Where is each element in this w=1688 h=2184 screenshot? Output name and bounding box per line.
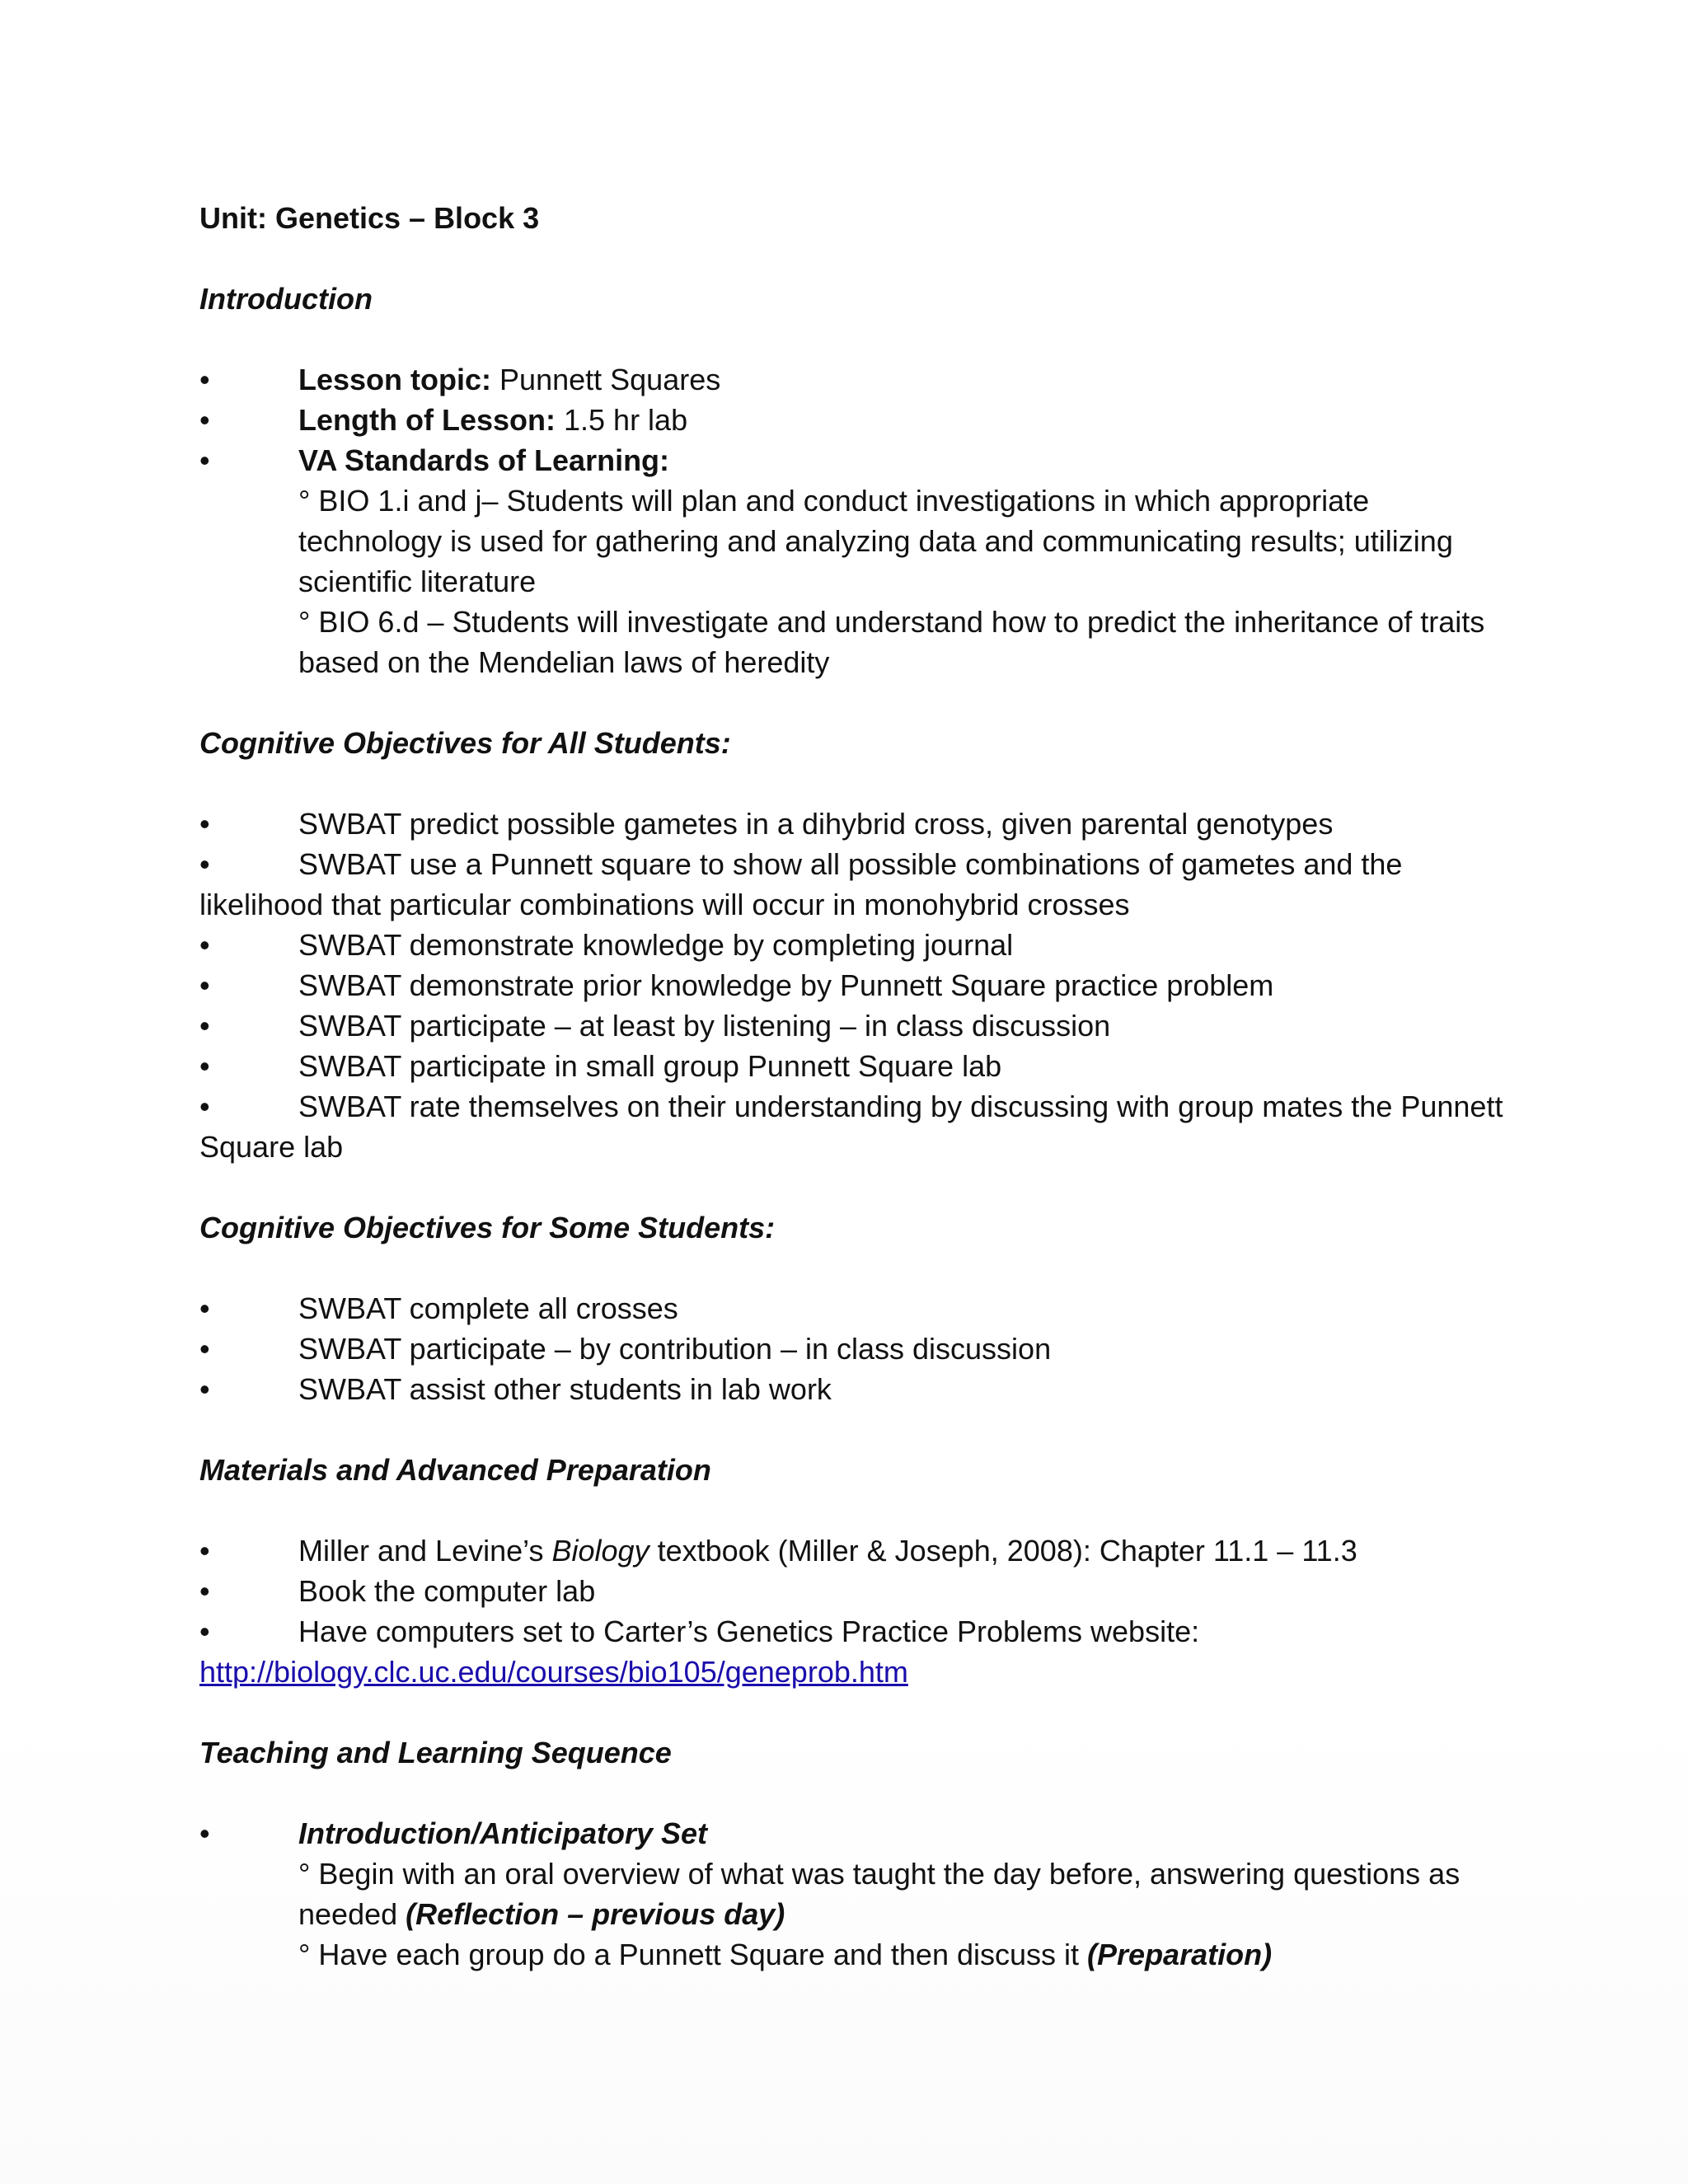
cognitive-some-heading: Cognitive Objectives for Some Students:	[199, 1211, 776, 1244]
bullet-icon: •	[199, 1615, 210, 1648]
lesson-topic-label: Lesson topic:	[298, 363, 492, 396]
materials-heading: Materials and Advanced Preparation	[199, 1453, 711, 1487]
bullet-icon: •	[199, 1816, 210, 1850]
bullet-icon: •	[199, 1534, 210, 1568]
material-item	[199, 1530, 1518, 1571]
material-text: Have computers set to Carter’s Genetics Practice Problems website:	[298, 1615, 1200, 1648]
bullet-icon: •	[199, 928, 210, 962]
document-body	[199, 198, 1518, 1975]
bullet-icon: •	[199, 403, 210, 437]
lesson-topic-item	[199, 359, 1518, 400]
objective-item	[199, 1288, 1518, 1329]
unit-title: Unit: Genetics – Block 3	[199, 201, 540, 235]
sequence-item	[199, 1813, 1518, 1975]
bullet-icon: •	[199, 1372, 210, 1406]
objective-text: SWBAT predict possible gametes in a dihybrid cross, given parental genotypes	[298, 807, 1334, 841]
bullet-icon: •	[199, 1009, 210, 1043]
bullet-icon: •	[199, 443, 210, 477]
step-text: ° Begin with an oral overview of what was taught the day before, answering questions as needed	[298, 1857, 1461, 1931]
standards-label: VA Standards of Learning:	[298, 443, 670, 477]
lesson-length-value: 1.5 hr lab	[564, 403, 688, 437]
geneprob-link[interactable]: http://biology.clc.uc.edu/courses/bio105/geneprob.htm	[199, 1655, 908, 1689]
bullet-icon: •	[199, 363, 210, 396]
bullet-icon: •	[199, 807, 210, 841]
sequence-step	[298, 1854, 1518, 1934]
objective-item	[199, 804, 1518, 844]
bullet-icon: •	[199, 847, 210, 881]
standards-item	[199, 440, 1518, 682]
objective-text: SWBAT use a Punnett square to show all possible combinations of gametes and the likelihood that particular combinations will occur in monohybrid crosses	[199, 847, 1403, 921]
objective-text: SWBAT participate – at least by listening – in class discussion	[298, 1009, 1111, 1043]
material-text: Book the computer lab	[298, 1574, 596, 1608]
objective-text: SWBAT rate themselves on their understanding by discussing with group mates the Punnett Square lab	[199, 1090, 1503, 1164]
textbook-suffix: textbook (Miller & Joseph, 2008): Chapter 11.1 – 11.3	[649, 1534, 1357, 1568]
bullet-icon: •	[199, 968, 210, 1002]
objective-item	[199, 844, 1518, 925]
standard-bio-6: ° BIO 6.d – Students will investigate and understand how to predict the inheritance of traits based on the Mendelian laws of heredity	[298, 605, 1485, 679]
textbook-prefix: Miller and Levine’s	[298, 1534, 552, 1568]
objective-text: SWBAT assist other students in lab work	[298, 1372, 832, 1406]
cognitive-all-heading: Cognitive Objectives for All Students:	[199, 726, 731, 760]
bullet-icon: •	[199, 1049, 210, 1083]
anticipatory-set-label: Introduction/Anticipatory Set	[298, 1816, 708, 1850]
objective-item	[199, 925, 1518, 965]
bullet-icon: •	[199, 1090, 210, 1123]
objective-item	[199, 1329, 1518, 1369]
objective-item	[199, 1046, 1518, 1086]
sequence-heading: Teaching and Learning Sequence	[199, 1736, 672, 1769]
step-tag: (Preparation)	[1087, 1938, 1273, 1971]
material-item	[199, 1571, 1518, 1611]
bullet-icon: •	[199, 1332, 210, 1366]
bullet-icon: •	[199, 1574, 210, 1608]
objective-item	[199, 1086, 1518, 1167]
objective-text: SWBAT participate in small group Punnett Square lab	[298, 1049, 1002, 1083]
material-item	[199, 1611, 1518, 1692]
objective-text: SWBAT demonstrate prior knowledge by Punnett Square practice problem	[298, 968, 1274, 1002]
lesson-topic-value: Punnett Squares	[499, 363, 721, 396]
lesson-length-label: Length of Lesson:	[298, 403, 556, 437]
bullet-icon: •	[199, 1291, 210, 1325]
objective-item	[199, 1369, 1518, 1409]
step-text: ° Have each group do a Punnett Square and then discuss it	[298, 1938, 1088, 1971]
textbook-title: Biology	[551, 1534, 649, 1568]
objective-item	[199, 965, 1518, 1005]
objective-text: SWBAT participate – by contribution – in class discussion	[298, 1332, 1052, 1366]
objective-text: SWBAT complete all crosses	[298, 1291, 678, 1325]
step-tag: (Reflection – previous day)	[406, 1897, 785, 1931]
objective-text: SWBAT demonstrate knowledge by completing journal	[298, 928, 1014, 962]
objective-item	[199, 1005, 1518, 1046]
standard-bio-1: ° BIO 1.i and j– Students will plan and conduct investigations in which appropriate technology is used for gathering and analyzing data and communicating results; utilizing scientific literature	[298, 484, 1453, 598]
lesson-length-item	[199, 400, 1518, 440]
introduction-heading: Introduction	[199, 282, 373, 316]
sequence-step	[298, 1934, 1518, 1975]
